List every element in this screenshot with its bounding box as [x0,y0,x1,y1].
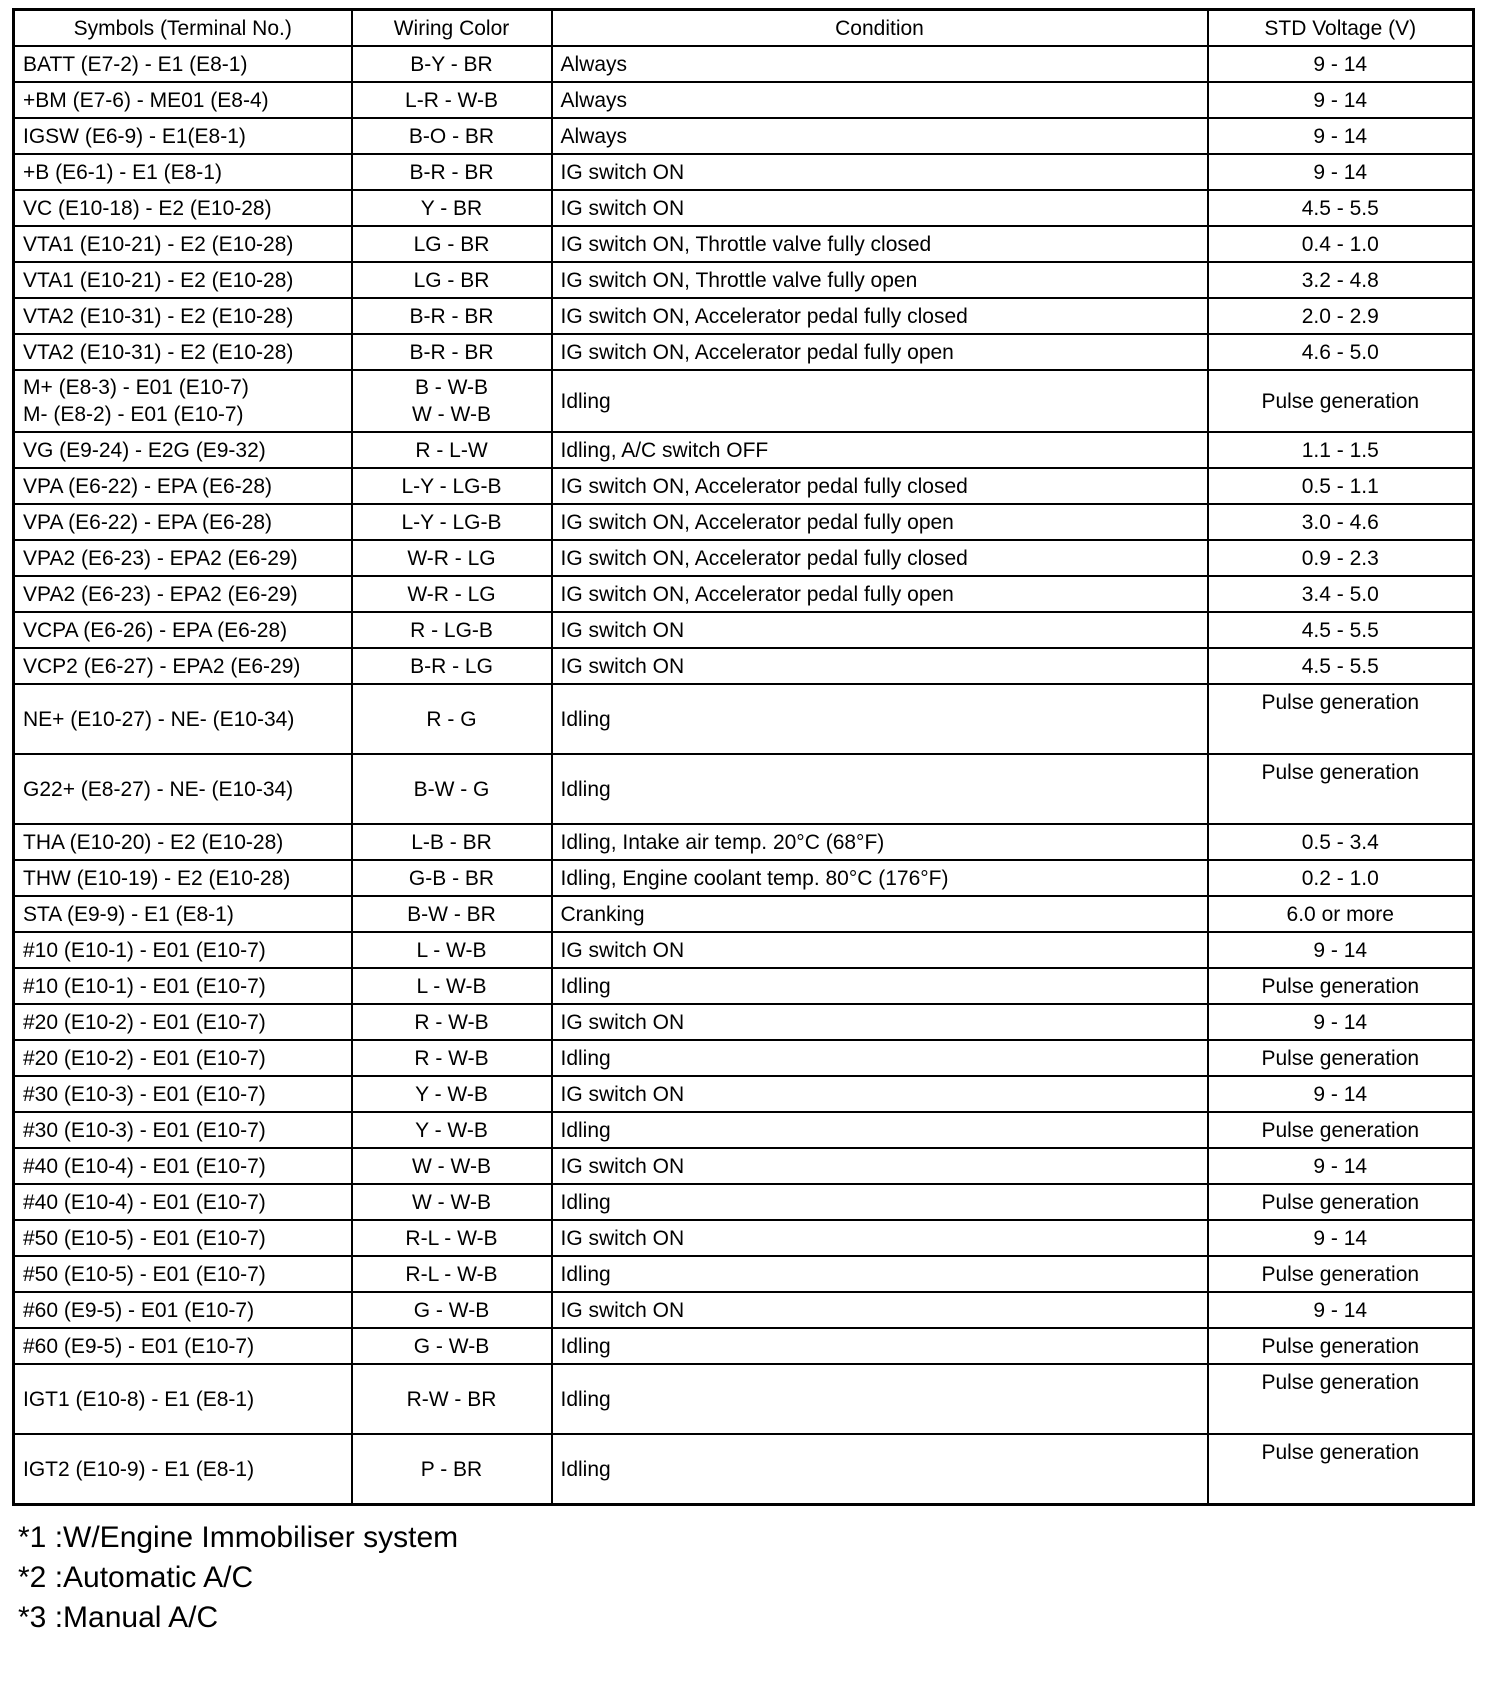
wiring-color-cell [352,754,552,824]
symbol-cell-line: #10 (E10-1) - E01 (E10-7) [23,938,266,962]
wiring-color-cell [352,190,552,226]
symbol-cell-line: IGT1 (E10-8) - E1 (E8-1) [23,1387,255,1411]
symbol-cell [14,824,352,860]
condition-cell: Idling, Intake air temp. 20°C (68°F) [552,824,1208,860]
condition-cell: IG switch ON [552,1076,1208,1112]
table-row [14,1112,1474,1148]
header-symbols: Symbols (Terminal No.) [14,10,352,47]
std-voltage-cell: 0.5 - 1.1 [1208,468,1474,504]
symbol-cell-line: #40 (E10-4) - E01 (E10-7) [23,1154,266,1178]
symbol-cell [14,154,352,190]
symbol-cell-line: G22+ (E8-27) - NE- (E10-34) [23,777,294,801]
wiring-color-cell [352,504,552,540]
condition-cell: IG switch ON, Accelerator pedal fully closed [552,298,1208,334]
condition-cell: Idling [552,1256,1208,1292]
symbol-cell [14,1040,352,1076]
condition-cell: IG switch ON, Accelerator pedal fully open [552,504,1208,540]
symbol-cell-line: VCPA (E6-26) - EPA (E6-28) [23,618,288,642]
condition-cell: IG switch ON [552,612,1208,648]
symbol-cell-line: VPA (E6-22) - EPA (E6-28) [23,510,272,534]
symbol-cell [14,82,352,118]
wiring-color-cell-line: B-R - BR [409,340,494,364]
table-row [14,1004,1474,1040]
table-row [14,190,1474,226]
std-voltage-cell: Pulse generation [1208,684,1474,754]
wiring-color-cell [352,1292,552,1328]
symbol-cell-line: VTA1 (E10-21) - E2 (E10-28) [23,268,294,292]
wiring-color-cell-line: W - W-B [412,1190,491,1214]
symbol-cell-line: NE+ (E10-27) - NE- (E10-34) [23,707,295,731]
condition-cell: Idling, A/C switch OFF [552,432,1208,468]
wiring-color-cell [352,46,552,82]
std-voltage-cell: 9 - 14 [1208,1220,1474,1256]
wiring-color-cell [352,1364,552,1434]
symbol-cell-line: M+ (E8-3) - E01 (E10-7) [23,376,249,399]
footnotes [12,1518,1472,1638]
wiring-color-cell-line: L - W-B [416,938,487,962]
symbol-cell-line: THW (E10-19) - E2 (E10-28) [23,866,291,890]
symbol-cell [14,190,352,226]
std-voltage-cell: 3.4 - 5.0 [1208,576,1474,612]
wiring-color-cell-line: R - G [426,707,477,731]
std-voltage-cell: Pulse generation [1208,968,1474,1004]
symbol-cell [14,226,352,262]
symbol-cell [14,684,352,754]
condition-cell: Idling [552,968,1208,1004]
table-row [14,1040,1474,1076]
wiring-color-cell-line: W - W-B [412,1154,491,1178]
symbol-cell [14,1220,352,1256]
table-row [14,82,1474,118]
symbol-cell [14,968,352,1004]
std-voltage-cell: 6.0 or more [1208,896,1474,932]
condition-cell: Idling [552,1328,1208,1364]
condition-cell: IG switch ON [552,154,1208,190]
header-wiring-color: Wiring Color [352,10,552,47]
table-row [14,432,1474,468]
wiring-color-cell [352,468,552,504]
wiring-color-cell-line: R - W-B [414,1010,489,1034]
header-condition: Condition [552,10,1208,47]
symbol-cell [14,1434,352,1505]
condition-cell: Always [552,82,1208,118]
table-row [14,968,1474,1004]
wiring-color-cell [352,1184,552,1220]
condition-cell: Idling [552,1112,1208,1148]
symbol-cell [14,334,352,370]
symbol-cell-line: VG (E9-24) - E2G (E9-32) [23,438,266,462]
symbol-cell [14,648,352,684]
condition-cell: Idling [552,1040,1208,1076]
condition-cell: Cranking [552,896,1208,932]
std-voltage-cell: 4.5 - 5.5 [1208,612,1474,648]
symbol-cell-line: #50 (E10-5) - E01 (E10-7) [23,1262,266,1286]
condition-cell: IG switch ON, Accelerator pedal fully closed [552,468,1208,504]
wiring-color-cell [352,932,552,968]
wiring-color-cell [352,1004,552,1040]
table-row [14,1434,1474,1505]
table-row [14,932,1474,968]
wiring-color-cell-line: B-R - BR [409,160,494,184]
wiring-color-cell-line: L - W-B [416,974,487,998]
symbol-cell-line: VTA2 (E10-31) - E2 (E10-28) [23,340,294,364]
symbol-cell [14,1148,352,1184]
std-voltage-cell: Pulse generation [1208,370,1474,432]
wiring-color-cell-line: B-W - BR [407,902,496,926]
symbol-cell-line: VTA1 (E10-21) - E2 (E10-28) [23,232,294,256]
wiring-color-cell [352,576,552,612]
std-voltage-cell: 9 - 14 [1208,82,1474,118]
table-row [14,860,1474,896]
table-row [14,1328,1474,1364]
symbol-cell-line: #40 (E10-4) - E01 (E10-7) [23,1190,266,1214]
footnote-2: *2 :Automatic A/C [18,1561,254,1594]
wiring-color-cell [352,432,552,468]
wiring-color-cell-line: G-B - BR [408,866,495,890]
wiring-color-cell-line: B-R - BR [409,304,494,328]
table-row [14,262,1474,298]
wiring-color-cell-line: LG - BR [413,268,490,292]
std-voltage-cell: 9 - 14 [1208,1148,1474,1184]
wiring-color-cell-line: Y - W-B [415,1118,488,1142]
header-std-voltage: STD Voltage (V) [1208,10,1474,47]
table-row [14,1076,1474,1112]
std-voltage-cell: 9 - 14 [1208,1004,1474,1040]
condition-cell: IG switch ON [552,1220,1208,1256]
footnote-3: *3 :Manual A/C [18,1601,219,1634]
terminal-voltage-spec-document [12,8,1472,1638]
wiring-color-cell [352,824,552,860]
std-voltage-cell: 0.5 - 3.4 [1208,824,1474,860]
symbol-cell-line: IGSW (E6-9) - E1(E8-1) [23,124,246,148]
condition-cell: IG switch ON [552,932,1208,968]
symbol-cell [14,370,352,432]
condition-cell: IG switch ON, Throttle valve fully closed [552,226,1208,262]
wiring-color-cell-line: R-L - W-B [405,1226,498,1250]
wiring-color-cell [352,154,552,190]
table-body [14,46,1474,1505]
wiring-color-cell [352,612,552,648]
symbol-cell [14,1364,352,1434]
std-voltage-cell: 4.5 - 5.5 [1208,648,1474,684]
std-voltage-cell: Pulse generation [1208,754,1474,824]
symbol-cell [14,612,352,648]
symbol-cell [14,1256,352,1292]
wiring-color-cell [352,896,552,932]
symbol-cell [14,1112,352,1148]
wiring-color-cell [352,334,552,370]
condition-cell: IG switch ON [552,1292,1208,1328]
symbol-cell-line: +B (E6-1) - E1 (E8-1) [23,160,222,184]
symbol-cell-line: THA (E10-20) - E2 (E10-28) [23,830,284,854]
symbol-cell-line: #20 (E10-2) - E01 (E10-7) [23,1046,266,1070]
symbol-cell [14,932,352,968]
wiring-color-cell [352,1256,552,1292]
symbol-cell-line: +BM (E7-6) - ME01 (E8-4) [23,88,269,112]
table-row [14,298,1474,334]
condition-cell: Idling [552,684,1208,754]
condition-cell: Always [552,46,1208,82]
table-row [14,1364,1474,1434]
wiring-color-cell [352,262,552,298]
std-voltage-cell: 4.5 - 5.5 [1208,190,1474,226]
condition-cell: IG switch ON [552,1004,1208,1040]
wiring-color-cell-line: Y - BR [420,196,483,220]
symbol-cell [14,468,352,504]
table-row [14,540,1474,576]
wiring-color-cell [352,1040,552,1076]
symbol-cell [14,46,352,82]
std-voltage-cell: 9 - 14 [1208,932,1474,968]
wiring-color-cell-line: G - W-B [413,1334,490,1358]
table-row [14,118,1474,154]
symbol-cell [14,1004,352,1040]
terminal-voltage-table [12,8,1475,1506]
table-row [14,46,1474,82]
symbol-cell-line: VTA2 (E10-31) - E2 (E10-28) [23,304,294,328]
condition-cell: Idling [552,370,1208,432]
table-header-row [14,10,1474,47]
wiring-color-cell [352,1148,552,1184]
table-row [14,1256,1474,1292]
std-voltage-cell: 3.0 - 4.6 [1208,504,1474,540]
symbol-cell [14,540,352,576]
std-voltage-cell: 9 - 14 [1208,46,1474,82]
symbol-cell [14,1328,352,1364]
wiring-color-cell [352,540,552,576]
wiring-color-cell [352,1434,552,1505]
wiring-color-cell-line: L-R - W-B [405,88,498,112]
condition-cell: Idling [552,1184,1208,1220]
std-voltage-cell: 4.6 - 5.0 [1208,334,1474,370]
symbol-cell-line: M- (E8-2) - E01 (E10-7) [23,403,244,426]
table-row [14,370,1474,432]
symbol-cell [14,1292,352,1328]
wiring-color-cell [352,82,552,118]
table-row [14,684,1474,754]
symbol-cell [14,1076,352,1112]
wiring-color-cell [352,1328,552,1364]
std-voltage-cell: 9 - 14 [1208,118,1474,154]
symbol-cell [14,262,352,298]
symbol-cell-line: STA (E9-9) - E1 (E8-1) [23,902,234,926]
wiring-color-cell [352,370,552,432]
condition-cell: IG switch ON [552,1148,1208,1184]
symbol-cell-line: #20 (E10-2) - E01 (E10-7) [23,1010,266,1034]
std-voltage-cell: 2.0 - 2.9 [1208,298,1474,334]
wiring-color-cell-line: R - L-W [415,438,488,462]
symbol-cell-line: VPA2 (E6-23) - EPA2 (E6-29) [23,582,298,606]
std-voltage-cell: Pulse generation [1208,1434,1474,1505]
wiring-color-cell [352,684,552,754]
wiring-color-cell-line: W - W-B [412,403,491,426]
wiring-color-cell-line: R-W - BR [406,1387,497,1411]
symbol-cell-line: VC (E10-18) - E2 (E10-28) [23,196,272,220]
symbol-cell [14,504,352,540]
wiring-color-cell-line: Y - W-B [415,1082,488,1106]
condition-cell: IG switch ON [552,190,1208,226]
symbol-cell-line: #50 (E10-5) - E01 (E10-7) [23,1226,266,1250]
table-row [14,1220,1474,1256]
symbol-cell-line: #30 (E10-3) - E01 (E10-7) [23,1118,266,1142]
wiring-color-cell-line: P - BR [420,1457,483,1481]
wiring-color-cell-line: R - W-B [414,1046,489,1070]
std-voltage-cell: Pulse generation [1208,1256,1474,1292]
symbol-cell [14,298,352,334]
wiring-color-cell-line: B - W-B [414,376,489,399]
symbol-cell-line: #60 (E9-5) - E01 (E10-7) [23,1334,255,1358]
wiring-color-cell-line: L-Y - LG-B [401,510,502,534]
symbol-cell [14,896,352,932]
symbol-cell [14,432,352,468]
symbol-cell-line: IGT2 (E10-9) - E1 (E8-1) [23,1457,255,1481]
wiring-color-cell [352,860,552,896]
std-voltage-cell: Pulse generation [1208,1184,1474,1220]
symbol-cell [14,118,352,154]
wiring-color-cell-line: LG - BR [413,232,490,256]
wiring-color-cell-line: W-R - LG [407,546,496,570]
table-row [14,504,1474,540]
wiring-color-cell [352,1220,552,1256]
symbol-cell-line: #60 (E9-5) - E01 (E10-7) [23,1298,255,1322]
symbol-cell-line: VPA (E6-22) - EPA (E6-28) [23,474,272,498]
std-voltage-cell: 9 - 14 [1208,154,1474,190]
wiring-color-cell [352,118,552,154]
table-row [14,824,1474,860]
condition-cell: Idling, Engine coolant temp. 80°C (176°F) [552,860,1208,896]
table-row [14,576,1474,612]
std-voltage-cell: Pulse generation [1208,1364,1474,1434]
std-voltage-cell: 9 - 14 [1208,1292,1474,1328]
table-row [14,612,1474,648]
table-row [14,154,1474,190]
table-row [14,648,1474,684]
symbol-cell-line: #10 (E10-1) - E01 (E10-7) [23,974,266,998]
wiring-color-cell-line: B-Y - BR [410,52,493,76]
condition-cell: Idling [552,1434,1208,1505]
wiring-color-cell [352,968,552,1004]
table-row [14,754,1474,824]
condition-cell: Idling [552,754,1208,824]
wiring-color-cell-line: G - W-B [413,1298,490,1322]
wiring-color-cell [352,1076,552,1112]
std-voltage-cell: 0.2 - 1.0 [1208,860,1474,896]
wiring-color-cell-line: L-B - BR [411,830,492,854]
symbol-cell-line: #30 (E10-3) - E01 (E10-7) [23,1082,266,1106]
table-row [14,1148,1474,1184]
wiring-color-cell [352,648,552,684]
table-row [14,1292,1474,1328]
condition-cell: IG switch ON, Accelerator pedal fully open [552,334,1208,370]
wiring-color-cell-line: B-R - LG [410,654,493,678]
wiring-color-cell-line: R - LG-B [410,618,493,642]
table-row [14,226,1474,262]
wiring-color-cell-line: R-L - W-B [405,1262,498,1286]
wiring-color-cell [352,298,552,334]
wiring-color-cell [352,226,552,262]
table-row [14,334,1474,370]
wiring-color-cell [352,1112,552,1148]
std-voltage-cell: 9 - 14 [1208,1076,1474,1112]
table-row [14,468,1474,504]
condition-cell: IG switch ON, Throttle valve fully open [552,262,1208,298]
std-voltage-cell: Pulse generation [1208,1112,1474,1148]
symbol-cell [14,860,352,896]
wiring-color-cell-line: W-R - LG [407,582,496,606]
condition-cell: IG switch ON [552,648,1208,684]
wiring-color-cell-line: B-O - BR [408,124,495,148]
std-voltage-cell: 3.2 - 4.8 [1208,262,1474,298]
symbol-cell-line: VPA2 (E6-23) - EPA2 (E6-29) [23,546,298,570]
symbol-cell-line: BATT (E7-2) - E1 (E8-1) [23,52,248,76]
wiring-color-cell-line: L-Y - LG-B [401,474,502,498]
symbol-cell [14,754,352,824]
condition-cell: Always [552,118,1208,154]
condition-cell: Idling [552,1364,1208,1434]
std-voltage-cell: 0.4 - 1.0 [1208,226,1474,262]
footnote-1: *1 :W/Engine Immobiliser system [18,1521,459,1554]
std-voltage-cell: 0.9 - 2.3 [1208,540,1474,576]
table-row [14,896,1474,932]
table-row [14,1184,1474,1220]
condition-cell: IG switch ON, Accelerator pedal fully open [552,576,1208,612]
condition-cell: IG switch ON, Accelerator pedal fully closed [552,540,1208,576]
symbol-cell [14,1184,352,1220]
symbol-cell [14,576,352,612]
symbol-cell-line: VCP2 (E6-27) - EPA2 (E6-29) [23,654,301,678]
std-voltage-cell: Pulse generation [1208,1328,1474,1364]
std-voltage-cell: 1.1 - 1.5 [1208,432,1474,468]
std-voltage-cell: Pulse generation [1208,1040,1474,1076]
wiring-color-cell-line: B-W - G [413,777,490,801]
